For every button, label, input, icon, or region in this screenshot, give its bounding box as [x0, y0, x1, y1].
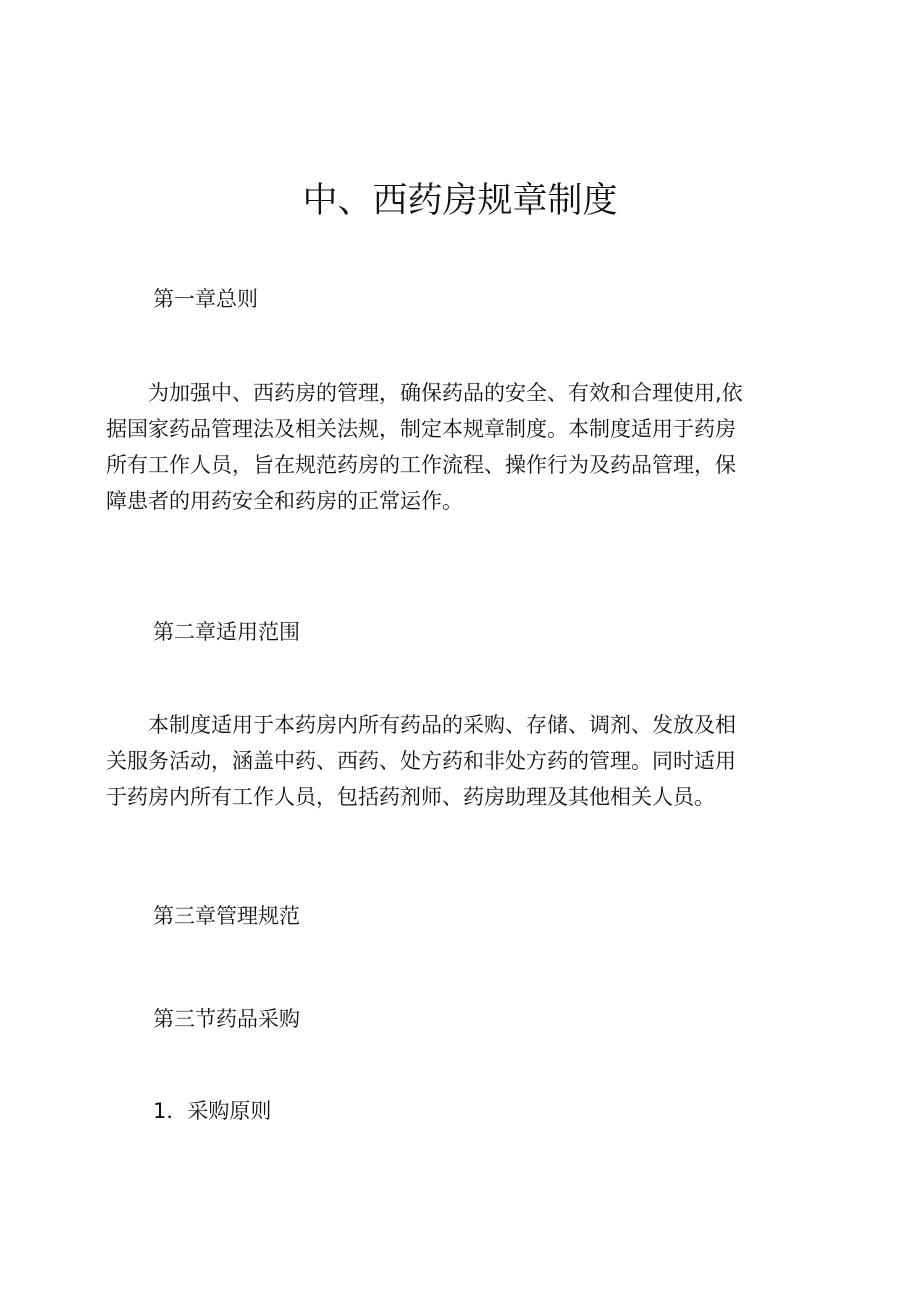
paragraph-general [106, 375, 818, 519]
paragraph-line: 障患者的用药安全和药房的正常运作。 [106, 489, 463, 513]
chapter-heading-management: 第三章管理规范 [153, 904, 300, 928]
paragraph-line: 关服务活动，涵盖中药、西药、处方药和非处方药的管理。同时适用 [106, 749, 736, 773]
chapter-heading-general: 第一章总则 [153, 287, 258, 311]
section-heading-procurement: 第三节药品采购 [153, 1007, 300, 1031]
paragraph-scope [106, 707, 818, 815]
item-heading-procurement-principles: 1．采购原则 [153, 1099, 272, 1123]
paragraph-line: 于药房内所有工作人员，包括药剂师、药房助理及其他相关人员。 [106, 785, 715, 809]
chapter-heading-scope: 第二章适用范围 [153, 620, 300, 644]
document-title: 中、西药房规章制度 [302, 181, 618, 221]
paragraph-line: 为加强中、西药房的管理，确保药品的安全、有效和合理使用,依 [106, 381, 743, 405]
paragraph-line: 据国家药品管理法及相关法规，制定本规章制度。本制度适用于药房 [106, 417, 736, 441]
paragraph-line: 所有工作人员，旨在规范药房的工作流程、操作行为及药品管理，保 [106, 453, 736, 477]
paragraph-line: 本制度适用于本药房内所有药品的采购、存储、调剂、发放及相 [106, 713, 736, 737]
